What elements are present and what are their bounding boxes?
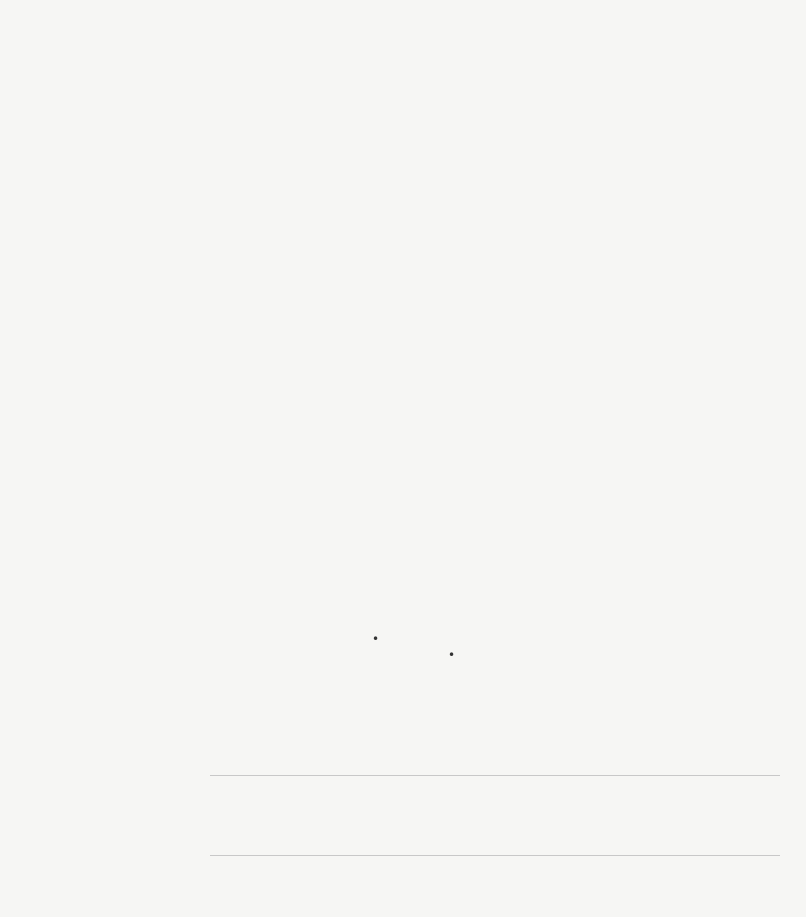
separator-dot: • <box>448 648 456 662</box>
divider <box>210 855 780 856</box>
separator-dot: • <box>372 632 380 646</box>
notary-stamp <box>8 705 208 905</box>
asset-table <box>86 93 768 613</box>
divider <box>210 775 780 776</box>
